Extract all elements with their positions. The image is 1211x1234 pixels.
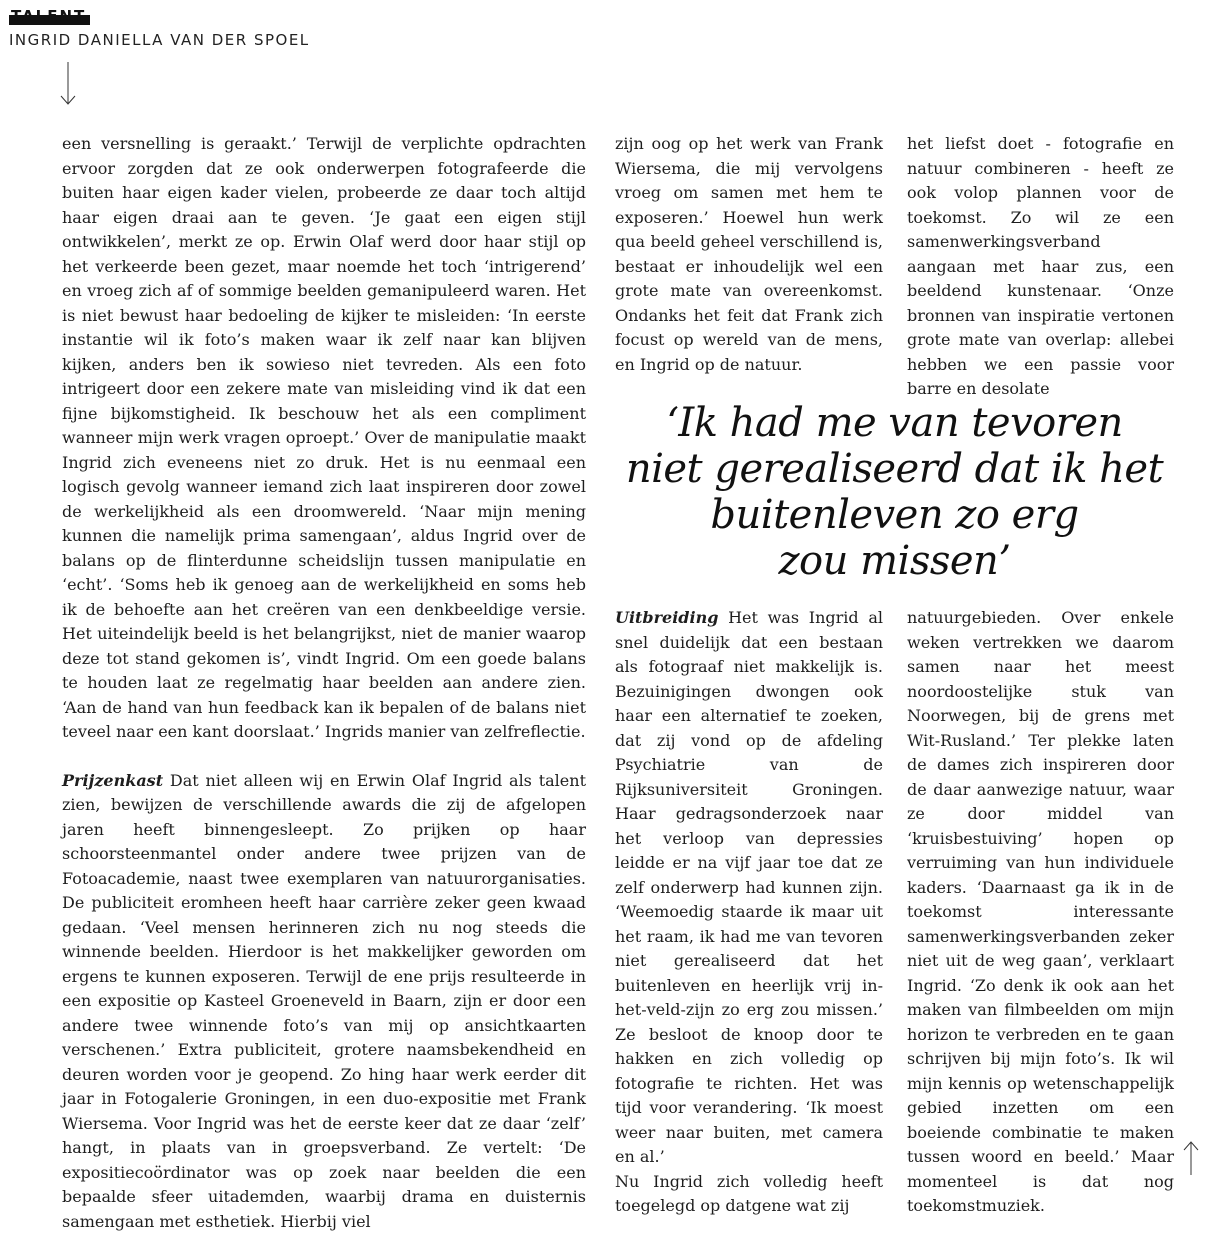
arrow-down-icon (60, 62, 76, 106)
arrow-up-icon[interactable] (1183, 1141, 1199, 1175)
pull-quote-line: niet gerealiseerd dat ik het (615, 446, 1174, 492)
body-paragraph (615, 606, 883, 1170)
body-paragraph (62, 769, 586, 1234)
kicker-text: TALENT (11, 7, 86, 25)
body-paragraph: zijn oog op het werk van Frank Wiersema, die mij vervolgens vroeg om samen met hem te exposeren.’ Hoewel hun werk qua beeld geheel verschillend is, bestaat er inhoudelijk wel een grote mate van overeenkomst. Ondanks het feit dat Frank zich focust op wereld van de mens, en Ingrid op de natuur. (615, 132, 883, 377)
article-column-middle-top (615, 132, 883, 377)
pull-quote (615, 400, 1174, 584)
page-header (9, 6, 310, 49)
author-byline: INGRID DANIELLA VAN DER SPOEL (9, 31, 310, 49)
pull-quote-line: buitenleven zo erg (615, 492, 1174, 538)
section-lead-prijzenkast: Prijzenkast (62, 771, 163, 790)
article-column-right-bottom (907, 606, 1174, 1219)
pull-quote-line: zou missen’ (615, 538, 1174, 584)
section-lead-uitbreiding: Uitbreiding (615, 608, 718, 627)
body-paragraph: een versnelling is geraakt.’ Terwijl de verplichte opdrachten ervoor zorgden dat ze ook onderwerpen fotografeerde die buiten haar eigen kader vielen, probeerde ze daar toch altijd haar eigen draai aan te geven. ‘Je gaat een eigen stijl ontwikkelen’, merkt ze op. Erwin Olaf werd door haar stijl op het verkeerde been gezet, maar noemde het toch ‘intrigerend’ en vroeg zich af of sommige beelden gemanipuleerd waren. Het is niet bewust haar bedoeling de kijker te misleiden: ‘In eerste instantie wil ik foto’s maken waar ik zelf naar kan blijven kijken, anders ben ik sowieso niet tevreden. Als een foto intrigeert door een zekere mate van misleiding vind ik dat een fijne bijkomstigheid. Ik beschouw het als een compliment wanneer mijn werk vragen oproept.’ Over de manipulatie maakt Ingrid zich eveneens niet zo druk. Het is nu eenmaal een logisch gevolg wanneer iemand zich laat inspireren door zowel de werkelijkheid als een droomwereld. ‘Naar mijn mening kunnen die namelijk prima samengaan’, aldus Ingrid over de balans op de flinterdunne scheidslijn tussen manipulatie en ‘echt’. ‘Soms heb ik genoeg aan de werkelijkheid en soms heb ik de behoefte aan het creëren van een denkbeeldige versie. Het uiteindelijk beeld is het belangrijkst, niet de manier waarop deze tot stand gekomen is’, vindt Ingrid. Om een goede balans te houden laat ze regelmatig haar beelden aan andere zien. ‘Aan de hand van hun feedback kan ik bepalen of de balans niet teveel naar een kant doorslaat.’ Ingrids manier van zelfreflectie. (62, 132, 586, 745)
pull-quote-line: ‘Ik had me van tevoren (615, 400, 1174, 446)
body-paragraph: Nu Ingrid zich volledig heeft toegelegd op datgene wat zij (615, 1170, 883, 1219)
paragraph-text: Het was Ingrid al snel duidelijk dat een bestaan als fotograaf niet makkelijk is. Bezuinigingen dwongen ook haar een alternatief te zoeken, dat zij vond op de afdeling Psychiatrie van de Rijksuniversiteit Groningen. Haar gedragsonderzoek naar het verloop van depressies leidde er na vijf jaar toe dat ze zelf onderwerp had kunnen zijn. ‘Weemoedig staarde ik maar uit het raam, ik had me van tevoren niet gerealiseerd dat het buitenleven en heerlijk vrij in-het-veld-zijn zo erg zou missen.’ Ze besloot de knoop door te hakken en zich volledig op fotografie te richten. Het was tijd voor verandering. ‘Ik moest weer naar buiten, met camera en al.’ (615, 608, 883, 1166)
article-column-middle-bottom (615, 606, 883, 1219)
section-kicker (9, 7, 88, 25)
body-paragraph: het liefst doet - fotografie en natuur combineren - heeft ze ook volop plannen voor de toekomst. Zo wil ze een samenwerkingsverband aangaan met haar zus, een beeldend kunstenaar. ‘Onze bronnen van inspiratie vertonen grote mate van overlap: allebei hebben we een passie voor barre en desolate (907, 132, 1174, 402)
paragraph-text: Dat niet alleen wij en Erwin Olaf Ingrid als talent zien, bewijzen de verschillende awards die zij de afgelopen jaren heeft binnengesleept. Zo prijken op haar schoorsteenmantel onder andere twee prijzen van de Fotoacademie, naast twee exemplaren van natuurorganisaties. De publiciteit eromheen heeft haar carrière zeker geen kwaad gedaan. ‘Veel mensen herinneren zich nu nog steeds die winnende beelden. Hierdoor is het makkelijker geworden om ergens te kunnen exposeren. Terwijl de ene prijs resulteerde in een expositie op Kasteel Groeneveld in Baarn, zijn er door een andere twee winnende foto’s van mij op ansichtkaarten verschenen.’ Extra publiciteit, grotere naamsbekendheid en deuren worden voor je geopend. Zo hing haar werk eerder dit jaar in Fotogalerie Groningen, in een duo-expositie met Frank Wiersema. Voor Ingrid was het de eerste keer dat ze daar ‘zelf’ hangt, in plaats van in groepsverband. Ze vertelt: ‘De expositiecoördinator was op zoek naar beelden die een bepaalde sfeer uitademden, waarbij drama en duisternis samengaan met esthetiek. Hierbij viel (62, 771, 586, 1231)
article-column-right-top (907, 132, 1174, 402)
article-column-left (62, 132, 586, 1234)
body-paragraph: natuurgebieden. Over enkele weken vertrekken we daarom samen naar het meest noordoostelijke stuk van Noorwegen, bij de grens met Wit-Rusland.’ Ter plekke laten de dames zich inspireren door de daar aanwezige natuur, waar ze door middel van ‘kruisbestuiving’ hopen op verruiming van hun individuele kaders. ‘Daarnaast ga ik in de toekomst interessante samenwerkingsverbanden zeker niet uit de weg gaan’, verklaart Ingrid. ‘Zo denk ik ook aan het maken van filmbeelden om mijn horizon te verbreden en te gaan schrijven bij mijn foto’s. Ik wil mijn kennis op wetenschappelijk gebied inzetten om een boeiende combinatie te maken tussen woord en beeld.’ Maar momenteel is dat nog toekomstmuziek. (907, 606, 1174, 1219)
